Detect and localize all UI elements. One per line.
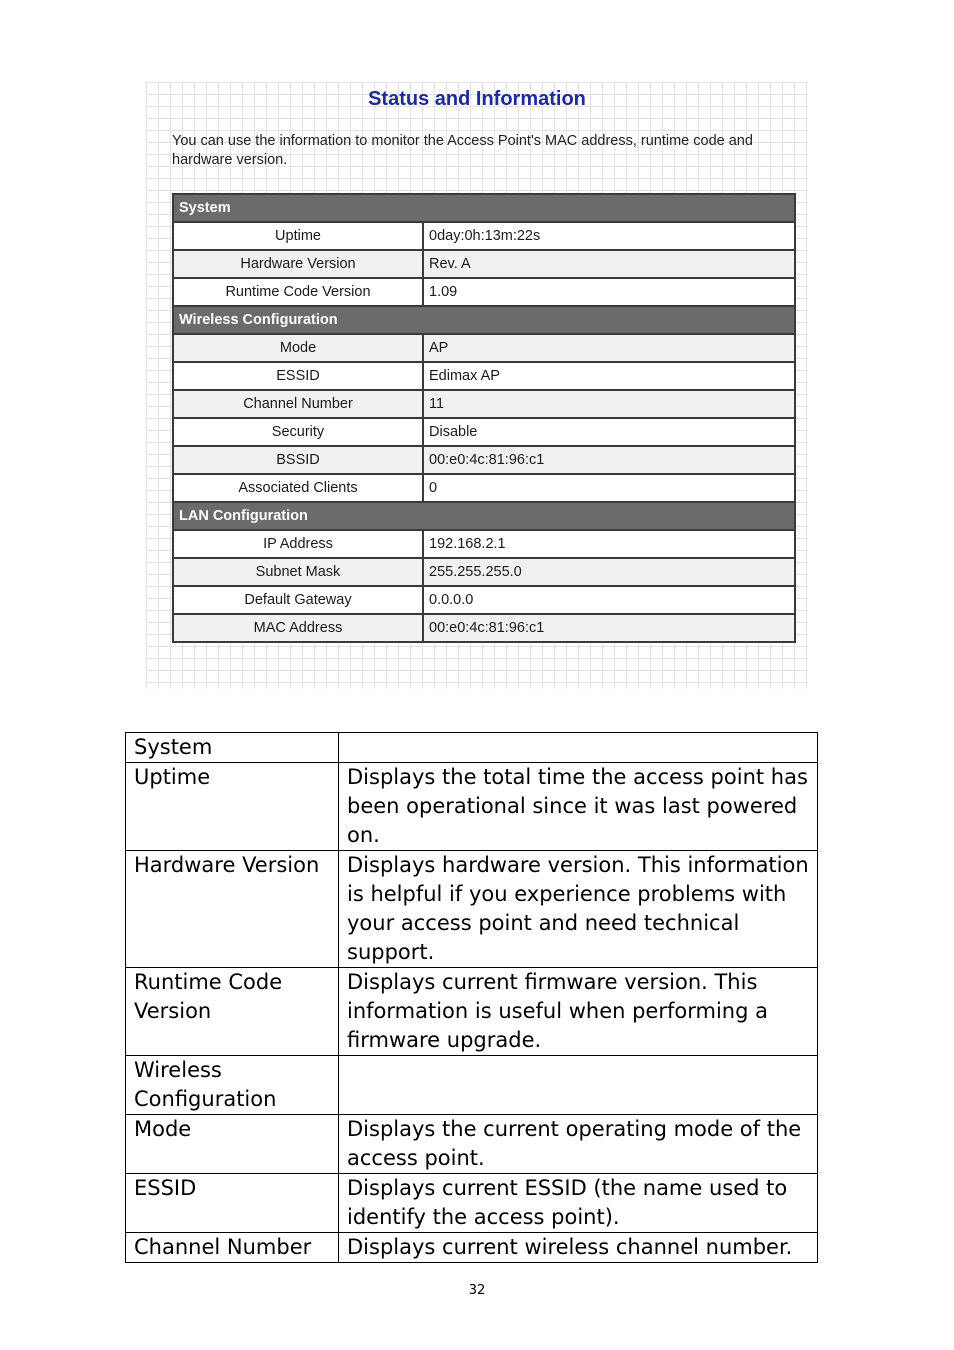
status-label: Default Gateway bbox=[173, 586, 423, 614]
term-cell: Channel Number bbox=[126, 1233, 339, 1263]
table-row bbox=[126, 968, 818, 1056]
description-cell: Displays current ESSID (the name used to identify the access point). bbox=[339, 1174, 818, 1233]
status-value: AP bbox=[423, 334, 795, 362]
status-table bbox=[172, 193, 796, 643]
status-page-description: You can use the information to monitor the Access Point's MAC address, runtime code and hardware version. bbox=[172, 133, 753, 168]
term-cell: Uptime bbox=[126, 763, 339, 851]
status-value: Rev. A bbox=[423, 250, 795, 278]
status-row bbox=[173, 530, 795, 558]
section-header bbox=[173, 194, 795, 222]
term-cell: Wireless Configuration bbox=[126, 1056, 339, 1115]
description-table bbox=[125, 732, 818, 1263]
term-cell: Hardware Version bbox=[126, 851, 339, 968]
status-row bbox=[173, 558, 795, 586]
description-cell: Displays the current operating mode of the access point. bbox=[339, 1115, 818, 1174]
status-row bbox=[173, 614, 795, 642]
description-cell bbox=[339, 733, 818, 763]
status-value: 192.168.2.1 bbox=[423, 530, 795, 558]
status-label: Runtime Code Version bbox=[173, 278, 423, 306]
table-row bbox=[126, 1233, 818, 1263]
status-row bbox=[173, 250, 795, 278]
section-system-heading: System bbox=[173, 194, 795, 222]
status-label: Hardware Version bbox=[173, 250, 423, 278]
section-header bbox=[173, 502, 795, 530]
page-number: 32 bbox=[468, 1283, 486, 1298]
status-label: IP Address bbox=[173, 530, 423, 558]
section-header bbox=[173, 306, 795, 334]
status-page-title: Status and Information bbox=[368, 88, 586, 110]
status-row bbox=[173, 418, 795, 446]
status-label: Channel Number bbox=[173, 390, 423, 418]
status-label: BSSID bbox=[173, 446, 423, 474]
status-label: Security bbox=[173, 418, 423, 446]
status-row bbox=[173, 586, 795, 614]
status-row bbox=[173, 446, 795, 474]
status-row bbox=[173, 474, 795, 502]
status-value: 11 bbox=[423, 390, 795, 418]
status-label: ESSID bbox=[173, 362, 423, 390]
status-value: 00:e0:4c:81:96:c1 bbox=[423, 446, 795, 474]
description-cell: Displays current firmware version. This information is useful when performing a firmware upgrade. bbox=[339, 968, 818, 1056]
table-row bbox=[126, 1174, 818, 1233]
status-value: 0day:0h:13m:22s bbox=[423, 222, 795, 250]
status-value: 0 bbox=[423, 474, 795, 502]
term-cell: Mode bbox=[126, 1115, 339, 1174]
status-row bbox=[173, 222, 795, 250]
term-cell: System bbox=[126, 733, 339, 763]
status-row bbox=[173, 334, 795, 362]
table-row bbox=[126, 733, 818, 763]
table-row bbox=[126, 1056, 818, 1115]
description-cell: Displays current wireless channel number. bbox=[339, 1233, 818, 1263]
status-row bbox=[173, 278, 795, 306]
term-cell: ESSID bbox=[126, 1174, 339, 1233]
status-value: 255.255.255.0 bbox=[423, 558, 795, 586]
description-cell: Displays hardware version. This information is helpful if you experience problems with your access point and need technical support. bbox=[339, 851, 818, 968]
term-cell: Runtime Code Version bbox=[126, 968, 339, 1056]
table-row bbox=[126, 1115, 818, 1174]
status-screenshot bbox=[146, 82, 808, 689]
section-lan-heading: LAN Configuration bbox=[173, 502, 795, 530]
status-value: Edimax AP bbox=[423, 362, 795, 390]
status-label: Mode bbox=[173, 334, 423, 362]
status-label: Associated Clients bbox=[173, 474, 423, 502]
status-label: Uptime bbox=[173, 222, 423, 250]
status-label: Subnet Mask bbox=[173, 558, 423, 586]
description-cell: Displays the total time the access point has been operational since it was last powered on. bbox=[339, 763, 818, 851]
status-value: 0.0.0.0 bbox=[423, 586, 795, 614]
table-row bbox=[126, 763, 818, 851]
status-row bbox=[173, 362, 795, 390]
status-label: MAC Address bbox=[173, 614, 423, 642]
status-value: 1.09 bbox=[423, 278, 795, 306]
table-row bbox=[126, 851, 818, 968]
status-value: 00:e0:4c:81:96:c1 bbox=[423, 614, 795, 642]
status-value: Disable bbox=[423, 418, 795, 446]
description-cell bbox=[339, 1056, 818, 1115]
status-row bbox=[173, 390, 795, 418]
section-wireless-heading: Wireless Configuration bbox=[173, 306, 795, 334]
